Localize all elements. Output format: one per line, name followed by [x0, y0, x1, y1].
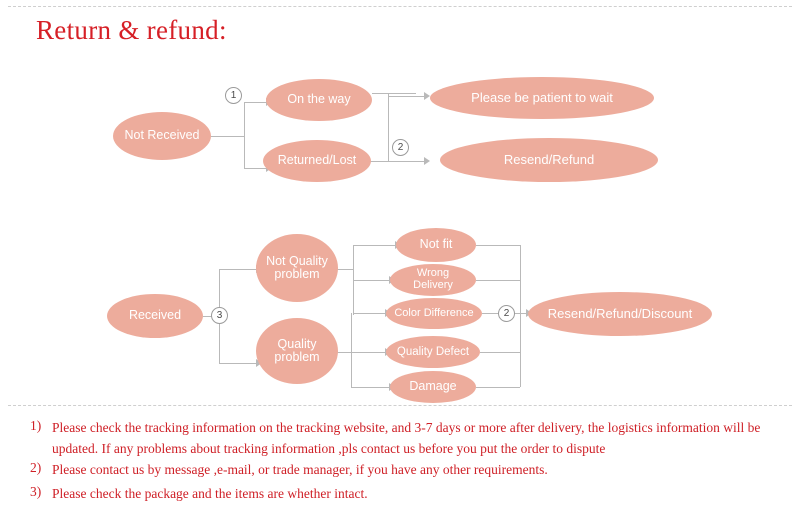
node-resend-refund: Resend/Refund [440, 138, 658, 182]
note-2-text: Please contact us by message ,e-mail, or trade manager, if you have any other requirements. [52, 462, 548, 477]
connector-line [244, 168, 266, 169]
connector-line [476, 245, 520, 246]
connector-line [353, 280, 389, 281]
note-3-text: Please check the package and the items are whether intact. [52, 486, 368, 501]
note-1-text: Please check the tracking information on the tracking website, and 3-7 days or more after delivery, the logistics information will be updated. If any problems about tracking information ,pls contact us before you put the order to dispute [52, 420, 761, 456]
connector-line [480, 352, 520, 353]
connector-line [476, 280, 520, 281]
node-returned-lost: Returned/Lost [263, 140, 371, 182]
page-title: Return & refund: [36, 15, 227, 45]
marker-1: 1 [225, 87, 242, 104]
node-color-difference: Color Difference [386, 298, 482, 329]
node-please-be-patient-to-wait: Please be patient to wait [430, 77, 654, 119]
connector-line [353, 245, 395, 246]
marker-3: 3 [211, 307, 228, 324]
note-3-number: 3) [30, 484, 42, 499]
connector-line [520, 245, 521, 387]
connector-line [388, 161, 424, 162]
marker-2-bottom: 2 [498, 305, 515, 322]
connector-line [476, 387, 520, 388]
node-quality-defect: Quality Defect [386, 336, 480, 368]
connector-line [244, 102, 266, 103]
node-not-quality-problem: Not Quality problem [256, 234, 338, 302]
top-divider [8, 6, 792, 7]
marker-2: 2 [392, 139, 409, 156]
connector-line [244, 102, 245, 168]
connector-arrow [424, 157, 430, 165]
node-resend-refund-discount: Resend/Refund/Discount [528, 292, 712, 336]
bottom-divider [8, 405, 792, 406]
connector-line [219, 363, 256, 364]
node-damage: Damage [390, 371, 476, 403]
node-wrong-delivery: Wrong Delivery [390, 264, 476, 296]
node-on-the-way: On the way [266, 79, 372, 121]
node-received: Received [107, 294, 203, 338]
note-1-number: 1) [30, 418, 42, 433]
node-quality-problem: Quality problem [256, 318, 338, 384]
note-2-number: 2) [30, 460, 42, 475]
connector-line [351, 313, 352, 387]
connector-line [388, 93, 389, 161]
note-1 [30, 418, 780, 460]
connector-line [351, 387, 389, 388]
connector-line [372, 93, 416, 94]
connector-line [388, 96, 424, 97]
connector-line [337, 269, 353, 270]
connector-line [351, 352, 385, 353]
connector-line [211, 136, 244, 137]
node-not-fit: Not fit [396, 228, 476, 262]
connector-line [219, 269, 256, 270]
note-3 [30, 484, 780, 505]
connector-line [337, 352, 351, 353]
connector-line [353, 313, 385, 314]
note-2 [30, 460, 780, 481]
node-not-received: Not Received [113, 112, 211, 160]
